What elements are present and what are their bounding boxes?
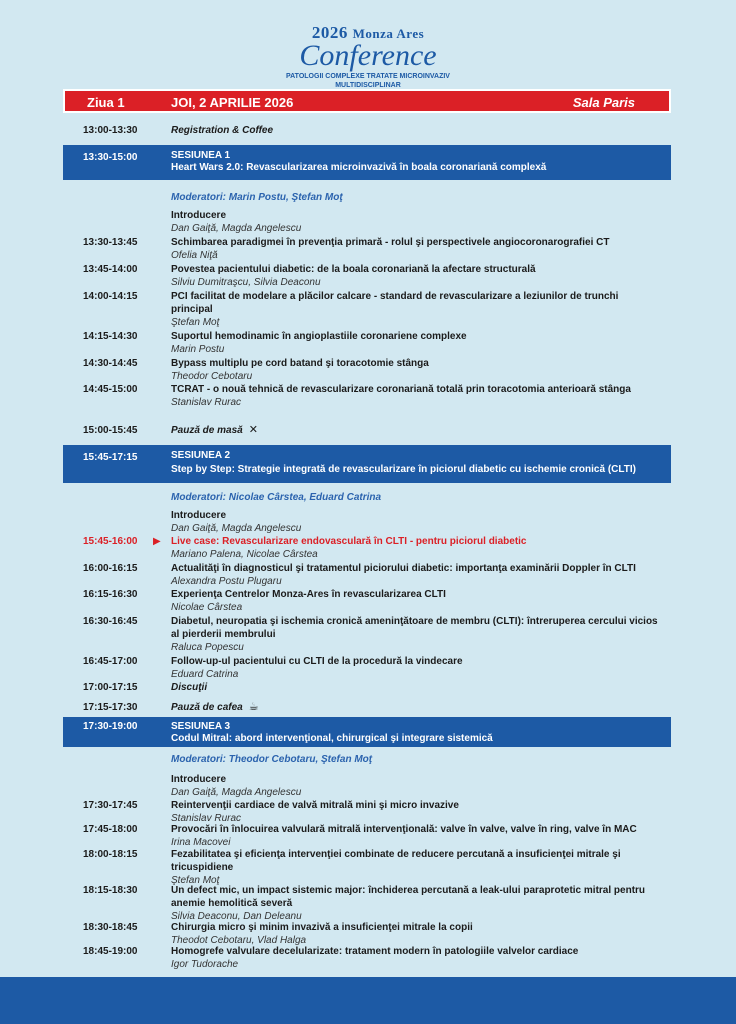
agenda-title: Discuţii [171, 682, 208, 693]
agenda-title: Follow-up-ul pacientului cu CLTI de la procedură la vindecare [171, 656, 463, 667]
agenda-title: Chirurgia micro şi minim invazivă a insuficienţei mitrale la copii [171, 922, 473, 933]
session-2-header [63, 445, 671, 483]
agenda-title: Homogrefe valvulare decelularizate: tratament modern în patologiile valvelor cardiace [171, 946, 579, 957]
agenda-title: Reintervenţii cardiace de valvă mitrală mini şi micro invazive [171, 800, 459, 811]
speaker: Irina Macovei [171, 837, 231, 848]
speaker: Mariano Palena, Nicolae Cârstea [171, 549, 318, 560]
agenda-title: Introducere [171, 510, 227, 521]
agenda-title: TCRAT - o nouă tehnică de revascularizare coronariană totală prin toracotomia anterioară stânga [171, 384, 631, 395]
agenda-title: Diabetul, neuropatia şi ischemia cronică ameninţătoare de membru (CLTI): întreruperea cercului vicios al pierderii membrului [171, 616, 658, 640]
agenda-title: Suportul hemodinamic în angioplastiile coronariene complexe [171, 331, 467, 342]
time-slot: 17:00-17:15 [83, 682, 138, 693]
time-slot: 17:30-17:45 [83, 800, 138, 811]
agenda-title: Actualităţi în diagnosticul şi tratamentul piciorului diabetic: importanţa examinării Doppler în CLTI [171, 563, 636, 574]
speaker: Dan Gaiţă, Magda Angelescu [171, 787, 302, 798]
agenda-title: Un defect mic, un impact sistemic major: închiderea percutană a leak-ului paraprotetic mitral pentru anemie hemolitică severă [171, 885, 646, 909]
speaker: Silvia Deaconu, Dan Deleanu [171, 911, 302, 922]
session-name: SESIUNEA 3 [171, 721, 231, 732]
time-slot: 18:30-18:45 [83, 922, 138, 933]
day-date: JOI, 2 APRILIE 2026 [171, 95, 294, 110]
session-name: SESIUNEA 2 [171, 450, 231, 461]
speaker: Ştefan Moţ [171, 875, 220, 886]
agenda-title: Bypass multiplu pe cord batand şi toracotomie stânga [171, 358, 429, 369]
agenda-title: Introducere [171, 774, 227, 785]
speaker: Theodot Cebotaru, Vlad Halga [171, 935, 307, 946]
speaker: Ofelia Niţă [171, 250, 218, 261]
time-slot: 16:15-16:30 [83, 589, 138, 600]
agenda-title: Pauză de cafea [171, 702, 243, 713]
speaker: Nicolae Cârstea [171, 602, 243, 613]
time-slot: 18:45-19:00 [83, 946, 138, 957]
session-3-header [63, 717, 671, 747]
moderators: Moderatori: Marin Postu, Ştefan Moţ [171, 192, 343, 203]
day-label: Ziua 1 [87, 95, 125, 110]
session-title: Codul Mitral: abord intervenţional, chirurgical şi integrare sistemică [171, 733, 493, 744]
session-name: SESIUNEA 1 [171, 150, 231, 161]
agenda-title: Provocări în înlocuirea valvulară mitrală intervenţională: valve în valve, valve în ring, valve în MAC [171, 824, 637, 835]
day-header [63, 89, 671, 113]
time-slot: 14:15-14:30 [83, 331, 138, 342]
footer-bar [0, 977, 736, 1024]
session-time: 13:30-15:00 [83, 152, 138, 163]
time-slot: 16:45-17:00 [83, 656, 138, 667]
time-slot: 14:30-14:45 [83, 358, 138, 369]
time-slot: 16:30-16:45 [83, 616, 138, 627]
logo-subtitle-1: PATOLOGII COMPLEXE TRATATE MICROINVAZIV [286, 73, 450, 80]
time-slot: 16:00-16:15 [83, 563, 138, 574]
camera-icon: ▶ [153, 536, 161, 547]
time-slot: 18:00-18:15 [83, 849, 138, 860]
time-slot: 15:45-16:00 [83, 536, 138, 547]
logo-subtitle-2: MULTIDISCIPLINAR [335, 82, 401, 89]
session-time: 17:30-19:00 [83, 721, 138, 732]
speaker: Eduard Catrina [171, 669, 239, 680]
time-slot: 13:30-13:45 [83, 237, 138, 248]
moderators: Moderatori: Nicolae Cârstea, Eduard Catrina [171, 492, 382, 503]
logo-brand: Monza Ares [352, 26, 425, 41]
speaker: Igor Tudorache [171, 959, 239, 970]
agenda-title: Pauză de masă [171, 425, 243, 436]
agenda-title: Registration & Coffee [171, 125, 274, 136]
speaker: Marin Postu [171, 344, 225, 355]
speaker: Ştefan Moţ [171, 317, 220, 328]
time-slot: 14:45-15:00 [83, 384, 138, 395]
session-title: Step by Step: Strategie integrată de revascularizare în piciorul diabetic cu ischemie cronică (CLTI) [171, 464, 636, 475]
speaker: Silviu Dumitraşcu, Silvia Deaconu [171, 277, 321, 288]
moderators: Moderatori: Theodor Cebotaru, Ştefan Moţ [171, 754, 373, 765]
agenda-title: PCI facilitat de modelare a plăcilor calcare - standard de revascularizare a leziunilor de trunchi principal [171, 291, 619, 315]
time-slot: 18:15-18:30 [83, 885, 138, 896]
session-1-header [63, 145, 671, 180]
agenda-title: Introducere [171, 210, 227, 221]
speaker: Stanislav Rurac [171, 397, 242, 408]
agenda-title: Experienţa Centrelor Monza-Ares în revascularizarea CLTI [171, 589, 446, 600]
time-slot: 13:00-13:30 [83, 125, 138, 136]
agenda-title: Fezabilitatea şi eficienţa intervenţiei combinate de reducere percutană a insuficienţei mitrale şi tricuspidiene [171, 849, 621, 873]
speaker: Theodor Cebotaru [171, 371, 253, 382]
time-slot: 14:00-14:15 [83, 291, 138, 302]
speaker: Dan Gaiţă, Magda Angelescu [171, 523, 302, 534]
session-time: 15:45-17:15 [83, 452, 138, 463]
session-title: Heart Wars 2.0: Revascularizarea microinvazivă în boala coronariană complexă [171, 162, 547, 173]
speaker: Dan Gaiţă, Magda Angelescu [171, 223, 302, 234]
agenda-title: Povestea pacientului diabetic: de la boala coronariană la afectare structurală [171, 264, 536, 275]
logo-word: Conference [299, 39, 437, 72]
speaker: Stanislav Rurac [171, 813, 242, 824]
time-slot: 17:45-18:00 [83, 824, 138, 835]
speaker: Raluca Popescu [171, 642, 244, 653]
room-name: Sala Paris [572, 95, 635, 110]
time-slot: 13:45-14:00 [83, 264, 138, 275]
agenda-title: Schimbarea paradigmei în prevenţia primară - rolul şi perspectivele angiocoronarografiei CT [171, 237, 610, 248]
cutlery-icon: ✕ [248, 424, 258, 436]
time-slot: 15:00-15:45 [83, 425, 138, 436]
logo-year: 2026 [311, 23, 348, 42]
agenda-title: Live case: Revascularizare endovasculară în CLTI - pentru piciorul diabetic [171, 536, 527, 547]
time-slot: 17:15-17:30 [83, 702, 138, 713]
speaker: Alexandra Postu Plugaru [171, 576, 282, 587]
coffee-cup-icon: ☕ [248, 701, 259, 713]
conference-logo [0, 24, 736, 90]
